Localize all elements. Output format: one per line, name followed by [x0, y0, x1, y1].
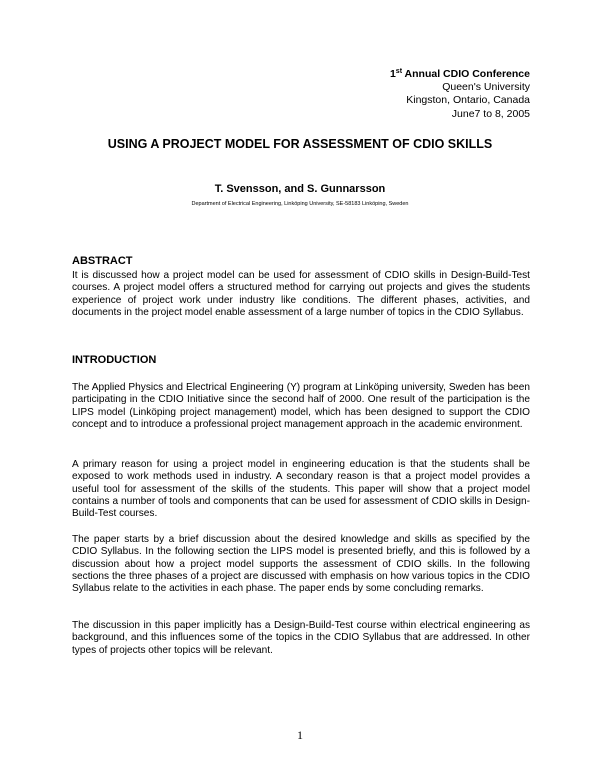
conference-ordinal-suffix: st — [395, 68, 403, 75]
conference-dates: June7 to 8, 2005 — [451, 107, 530, 120]
conference-name — [390, 68, 530, 81]
abstract-heading: ABSTRACT — [72, 255, 133, 267]
conference-name-text: Annual CDIO Conference — [402, 68, 530, 80]
introduction-paragraph-3: The paper starts by a brief discussion about the desired knowledge and skills as specified by the CDIO Syllabus. In the following section the LIPS model is presented briefly, and this is followed by a discussion about how a project model supports the assessment of CDIO skills. In the following sections the three phases of a project are discussed with emphasis on how various topics in the CDIO Syllabus relate to the activities in each phase. The paper ends by some concluding remarks. — [72, 534, 530, 594]
conference-location: Kingston, Ontario, Canada — [406, 94, 530, 107]
paper-title: USING A PROJECT MODEL FOR ASSESSMENT OF CDIO SKILLS — [107, 137, 493, 151]
conference-info — [390, 68, 530, 121]
introduction-paragraph-1: The Applied Physics and Electrical Engineering (Y) program at Linköping university, Sweden has been participating in the CDIO Initiative since the second half of 2000. One result of the participation is the LIPS model (Linköping project management) model, which has been designed to support the CDIO concept and to introduce a professional project management approach in the academic environment. — [72, 382, 530, 430]
introduction-heading: INTRODUCTION — [72, 354, 157, 366]
conference-ordinal: 1 — [389, 68, 396, 80]
introduction-paragraph-2: A primary reason for using a project model in engineering education is that the students shall be exposed to work methods used in industry. A secondary reason is that a project model provides a useful tool for assessment of the skills of the students. This paper will show that a project model contains a number of tools and components that can be used for assessment of CDIO skills in Design-Build-Test courses. — [72, 459, 530, 519]
author-affiliation: Department of Electrical Engineering, Linköping University, SE-58183 Linköping, Sweden — [191, 201, 409, 207]
page-number: 1 — [297, 728, 303, 742]
abstract-text: It is discussed how a project model can be used for assessment of CDIO skills in Design-Build-Test courses. A project model offers a structured method for carrying out projects and gives the students experience of project work under industry like conditions. The different phases, activities, and documents in the project model enable assessment of a large number of topics in the CDIO Syllabus. — [72, 270, 530, 318]
paper-authors: T. Svensson, and S. Gunnarsson — [214, 183, 386, 195]
conference-university: Queen's University — [442, 81, 530, 94]
introduction-paragraph-4: The discussion in this paper implicitly has a Design-Build-Test course within electrical engineering as background, and this influences some of the topics in the CDIO Syllabus that are addressed. In other types of projects other topics will be relevant. — [72, 620, 530, 656]
